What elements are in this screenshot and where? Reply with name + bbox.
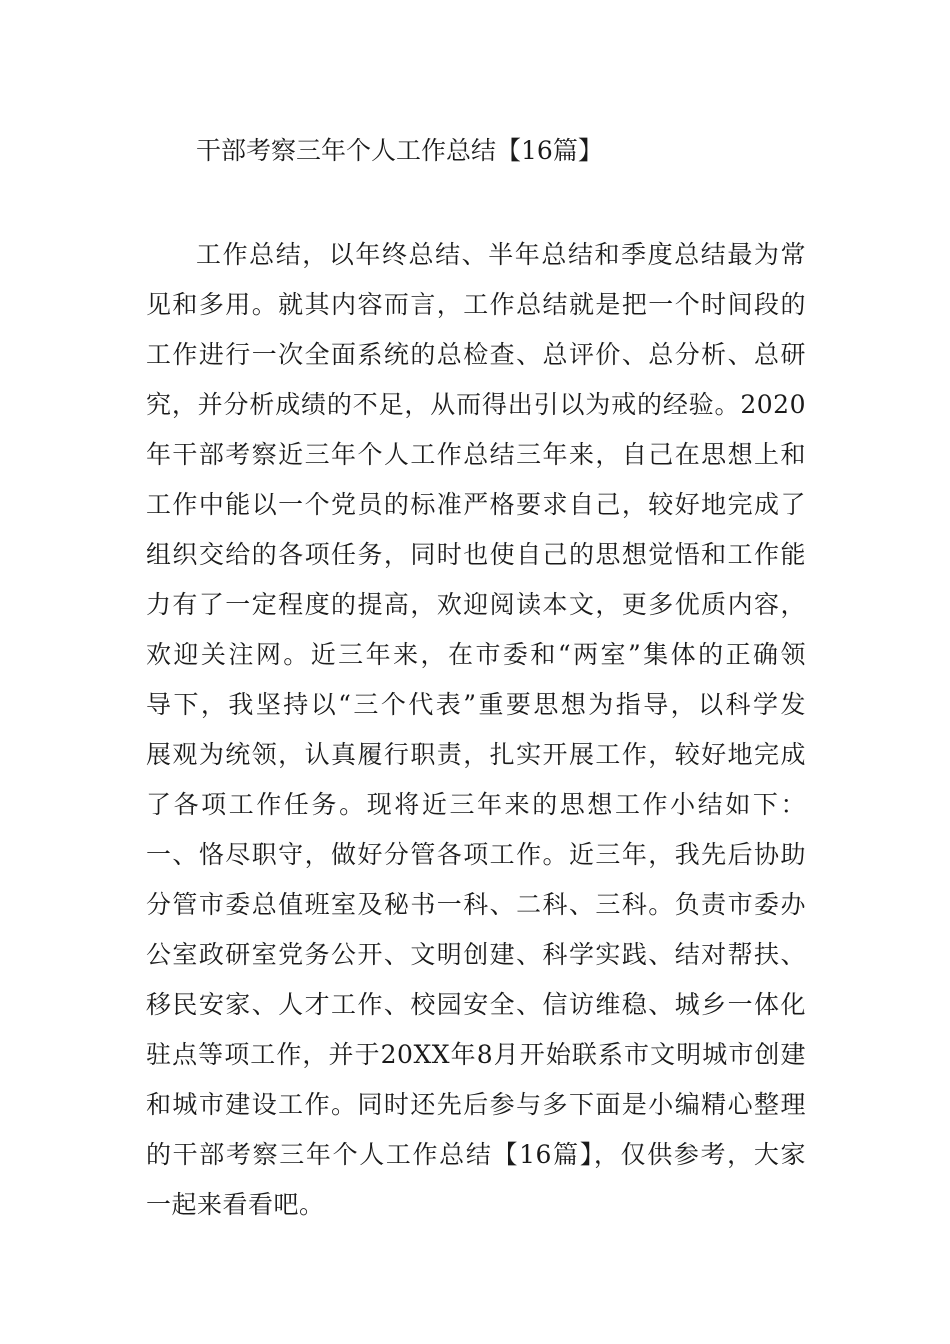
body-line: 分管市委总值班室及秘书一科、二科、三科。负责市委办 [146, 890, 806, 919]
body-line: 欢迎关注网。近三年来，在市委和“两室”集体的正确领 [146, 640, 806, 669]
body-line: 工作中能以一个党员的标准严格要求自己，较好地完成了 [146, 490, 806, 519]
document-body [146, 230, 806, 1230]
body-line: 驻点等项工作，并于20XX年8月开始联系市文明城市创建 [146, 1040, 806, 1069]
document-title: 干部考察三年个人工作总结【16篇】 [196, 136, 603, 165]
body-line: 一起来看看吧。 [146, 1190, 325, 1219]
body-line: 力有了一定程度的提高，欢迎阅读本文，更多优质内容， [146, 590, 806, 619]
body-line: 年干部考察近三年个人工作总结三年来，自己在思想上和 [146, 440, 806, 469]
body-line: 公室政研室党务公开、文明创建、科学实践、结对帮扶、 [146, 940, 806, 969]
body-line: 工作进行一次全面系统的总检查、总评价、总分析、总研 [146, 340, 806, 369]
body-line: 导下，我坚持以“三个代表”重要思想为指导，以科学发 [146, 690, 806, 719]
body-line: 究，并分析成绩的不足，从而得出引以为戒的经验。2020 [146, 390, 806, 419]
body-line: 了各项工作任务。现将近三年来的思想工作小结如下： [146, 790, 806, 819]
body-line: 和城市建设工作。同时还先后参与多下面是小编精心整理 [146, 1090, 806, 1119]
body-line: 移民安家、人才工作、校园安全、信访维稳、城乡一体化 [146, 990, 806, 1019]
body-line: 的干部考察三年个人工作总结【16篇】，仅供参考，大家 [146, 1140, 806, 1169]
body-line: 展观为统领，认真履行职责，扎实开展工作，较好地完成 [146, 740, 806, 769]
body-line: 组织交给的各项任务，同时也使自己的思想觉悟和工作能 [146, 540, 806, 569]
body-line: 见和多用。就其内容而言，工作总结就是把一个时间段的 [146, 290, 806, 319]
body-line: 一、恪尽职守，做好分管各项工作。近三年，我先后协助 [146, 840, 806, 869]
body-line: 工作总结，以年终总结、半年总结和季度总结最为常 [196, 240, 806, 269]
